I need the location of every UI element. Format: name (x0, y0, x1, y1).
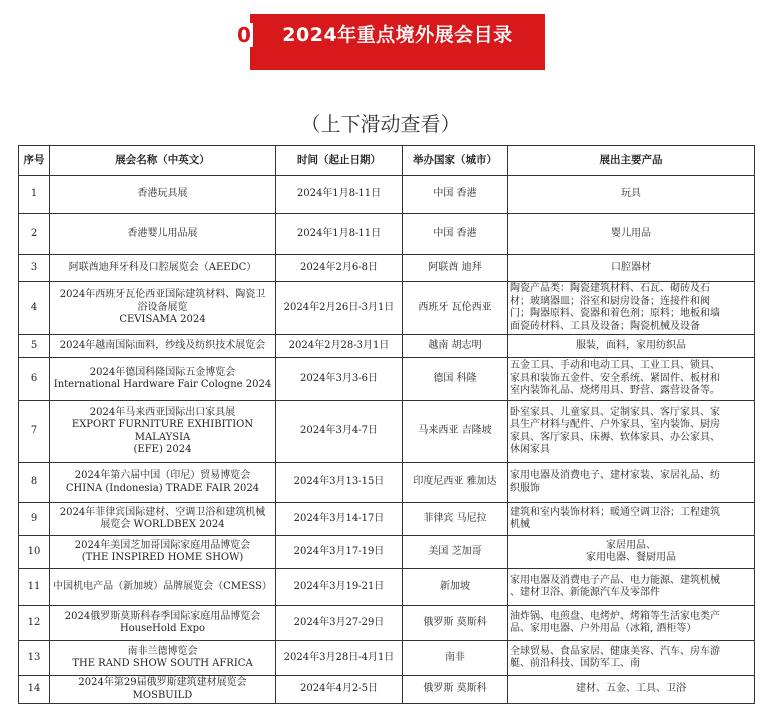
table-row (19, 503, 755, 536)
exhibition-name: 2024年第29届俄罗斯建筑建材展览会MOSBUILD (50, 676, 276, 704)
table-row (19, 569, 755, 606)
exhibition-place: 中国 香港 (403, 214, 508, 255)
exhibition-products: 陶瓷产品类：陶瓷建筑材料、石瓦、砌砖及石 材；玻璃器皿；浴室和厨房设备；连接件和阀 门；陶器原料、瓷器和着色剂；原料；地板和墙 面瓷砖材料、工具及设备；陶瓷机械及设备 (508, 282, 755, 335)
exhibition-products: 全球贸易、食品家居、健康美容、汽车、房车游 艇、前沿科技、国防军工、南 (508, 641, 755, 676)
exhibition-products: 玩具 (508, 176, 755, 214)
table-row (19, 401, 755, 463)
exhibition-name: 香港玩具展 (50, 176, 276, 214)
row-number: 3 (19, 255, 50, 282)
row-number: 5 (19, 335, 50, 358)
exhibition-place: 越南 胡志明 (403, 335, 508, 358)
exhibition-date: 2024年3月14-17日 (276, 503, 403, 536)
column-header-name: 展会名称（中英文） (50, 146, 276, 176)
row-number: 11 (19, 569, 50, 606)
exhibition-date: 2024年3月4-7日 (276, 401, 403, 463)
column-header-date: 时间（起止日期） (276, 146, 403, 176)
table-row (19, 463, 755, 503)
exhibition-place: 新加坡 (403, 569, 508, 606)
exhibition-date: 2024年3月3-6日 (276, 358, 403, 401)
exhibition-products: 家用电器及消费电子产品、电力能源、建筑机械 、建材卫浴、新能源汽车及零部件 (508, 569, 755, 606)
exhibition-name: 2024年西班牙瓦伦西亚国际建筑材料、陶瓷卫 浴设备展览 CEVISAMA 2024 (50, 282, 276, 335)
row-number: 8 (19, 463, 50, 503)
exhibition-name: 2024年德国科隆国际五金博览会 International Hardware Fair Cologne 2024 (50, 358, 276, 401)
exhibition-products: 建材、五金、工具、卫浴 (508, 676, 755, 704)
exhibition-products: 口腔器材 (508, 255, 755, 282)
table-row (19, 536, 755, 569)
row-number: 4 (19, 282, 50, 335)
title-banner (237, 14, 545, 70)
page-title: 2024年重点境外展会目录 (282, 24, 513, 46)
table-row (19, 176, 755, 214)
table-row (19, 358, 755, 401)
exhibition-name: 阿联酋迪拜牙科及口腔展览会（AEEDC） (50, 255, 276, 282)
exhibition-date: 2024年3月27-29日 (276, 606, 403, 641)
table-header-row (19, 146, 755, 176)
exhibition-place: 中国 香港 (403, 176, 508, 214)
exhibition-name: 2024年菲律宾国际建材、空调卫浴和建筑机械 展览会 WORLDBEX 2024 (50, 503, 276, 536)
row-number: 7 (19, 401, 50, 463)
exhibition-place: 菲律宾 马尼拉 (403, 503, 508, 536)
exhibition-date: 2024年3月17-19日 (276, 536, 403, 569)
row-number: 10 (19, 536, 50, 569)
exhibition-place: 俄罗斯 莫斯科 (403, 606, 508, 641)
exhibition-products: 婴儿用品 (508, 214, 755, 255)
exhibition-products: 家用电器及消费电子、建材家装、家居礼品、纺 织服饰 (508, 463, 755, 503)
exhibition-name: 中国机电产品（新加坡）品牌展览会（CMESS） (50, 569, 276, 606)
row-number: 2 (19, 214, 50, 255)
exhibition-name: 2024年马来西亚国际出口家具展 EXPORT FURNITURE EXHIBITION MALAYSIA (EFE) 2024 (50, 401, 276, 463)
exhibition-name: 南非兰德博览会 THE RAND SHOW SOUTH AFRICA (50, 641, 276, 676)
exhibition-table (18, 145, 755, 704)
table-row (19, 641, 755, 676)
exhibition-name: 2024俄罗斯莫斯科春季国际家庭用品博览会 HouseHold Expo (50, 606, 276, 641)
table-row (19, 214, 755, 255)
row-number: 14 (19, 676, 50, 704)
exhibition-place: 印度尼西亚 雅加达 (403, 463, 508, 503)
exhibition-name: 2024年第六届中国（印尼）贸易博览会 CHINA (Indonesia) TRADE FAIR 2024 (50, 463, 276, 503)
scroll-hint: （上下滑动查看） (300, 112, 461, 136)
exhibition-place: 马来西亚 吉隆坡 (403, 401, 508, 463)
exhibition-products: 服装，面料，家用纺织品 (508, 335, 755, 358)
exhibition-name: 2024年美国芝加哥国际家庭用品博览会 (THE INSPIRED HOME SHOW) (50, 536, 276, 569)
exhibition-place: 美国 芝加哥 (403, 536, 508, 569)
exhibition-products: 卧室家具、儿童家具、定制家具、客厅家具、家 具生产材料与配件、户外家具、室内装饰、厨房 家具、客厅家具、床褥、软体家具、办公家具、 休闲家具 (508, 401, 755, 463)
table-row (19, 606, 755, 641)
row-number: 12 (19, 606, 50, 641)
exhibition-products: 五金工具、手动和电动工具、工业工具、锁具、 家具和装饰五金件、安全系统、紧固件、板材和 室内装饰礼品、烧烤用具、野营、露营设备等。 (508, 358, 755, 401)
column-header-products: 展出主要产品 (508, 146, 755, 176)
exhibition-date: 2024年2月26日-3月1日 (276, 282, 403, 335)
exhibition-place: 阿联酋 迪拜 (403, 255, 508, 282)
exhibition-date: 2024年1月8-11日 (276, 214, 403, 255)
exhibition-date: 2024年3月28日-4月1日 (276, 641, 403, 676)
table-row (19, 282, 755, 335)
row-number: 9 (19, 503, 50, 536)
table-row (19, 676, 755, 704)
exhibition-products: 建筑和室内装饰材料；暖通空调卫浴；工程建筑 机械 (508, 503, 755, 536)
exhibition-place: 西班牙 瓦伦西亚 (403, 282, 508, 335)
exhibition-name: 2024年越南国际面料，纱线及纺织技术展览会 (50, 335, 276, 358)
exhibition-products: 油炸锅、电煎盘、电烤炉、烤箱等生活家电类产 品、家用电器、户外用品（冰箱, 酒柜等） (508, 606, 755, 641)
exhibition-date: 2024年3月13-15日 (276, 463, 403, 503)
column-header-place: 举办国家（城市） (403, 146, 508, 176)
exhibition-date: 2024年1月8-11日 (276, 176, 403, 214)
exhibition-date: 2024年4月2-5日 (276, 676, 403, 704)
column-header-no: 序号 (19, 146, 50, 176)
section-number: 0 (237, 23, 251, 47)
exhibition-place: 南非 (403, 641, 508, 676)
exhibition-date: 2024年2月28-3月1日 (276, 335, 403, 358)
row-number: 6 (19, 358, 50, 401)
exhibition-date: 2024年2月6-8日 (276, 255, 403, 282)
exhibition-products: 家居用品、 家用电器、餐厨用品 (508, 536, 755, 569)
exhibition-place: 德国 科隆 (403, 358, 508, 401)
exhibition-name: 香港婴儿用品展 (50, 214, 276, 255)
table-row (19, 335, 755, 358)
row-number: 13 (19, 641, 50, 676)
exhibition-date: 2024年3月19-21日 (276, 569, 403, 606)
table-row (19, 255, 755, 282)
exhibition-place: 俄罗斯 莫斯科 (403, 676, 508, 704)
row-number: 1 (19, 176, 50, 214)
